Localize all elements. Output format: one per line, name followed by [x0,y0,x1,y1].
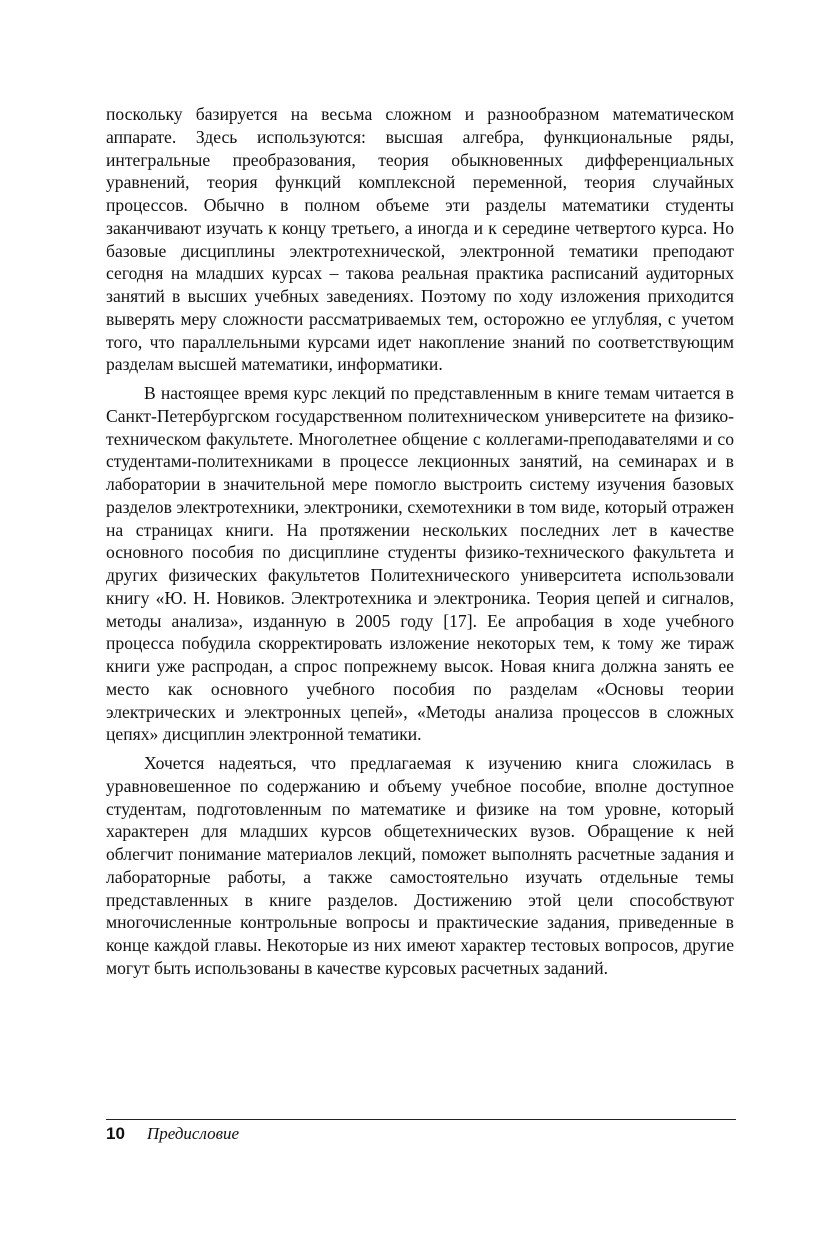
paragraph-course-history: В настоящее время курс лекций по представленным в книге темам читается в Санкт-Петербургском государственном политехническом университете на физико-техническом факультете. Многолетнее общение с коллегами-преподавателями и со студентами-политехниками в процессе лекционных занятий, на семинарах и в лаборатории в значительной мере помогло выстроить систему изучения базовых разделов электротехники, электроники, схемотехники в том виде, который отражен на страницах книги. На протяжении нескольких последних лет в качестве основного пособия по дисциплине студенты физико-технического факультета и других физических факультетов Политехнического университета использовали книгу «Ю. Н. Новиков. Электротехника и электроника. Теория цепей и сигналов, методы анализа», изданную в 2005 году [17]. Ее апробация в ходе учебного процесса побудила скорректировать изложение некоторых тем, к тому же тираж книги уже распродан, а спрос попрежнему высок. Новая книга должна занять ее место как основного учебного пособия по разделам «Основы теории электрических и электронных цепей», «Методы анализа процессов в сложных цепях» дисциплин электронной тематики. [106,383,734,745]
running-title: Предисловие [146,1124,240,1143]
page-number: 10 [106,1124,125,1143]
footer-divider [106,1119,736,1120]
page-footer [106,1124,239,1148]
paragraph-continuation: поскольку базируется на весьма сложном и разнообразном математическом аппарате. Здесь используются: высшая алгебра, функциональные ряды, интегральные преобразования, теория обыкновенных дифференциальных уравнений, теория функций комплексной переменной, теория случайных процессов. Обычно в полном объеме эти разделы математики студенты заканчивают изучать к концу третьего, а иногда и к середине четвертого курса. Но базовые дисциплины электротехнической, электронной тематики преподают сегодня на младших курсах – такова реальная практика расписаний аудиторных занятий в высших учебных заведениях. Поэтому по ходу изложения приходится выверять меру сложности рассматриваемых тем, осторожно ее углубляя, с учетом того, что параллельными курсами идет накопление знаний по соответствующим разделам высшей математики, информатики. [106,104,734,375]
body-text [106,103,734,980]
paragraph-book-purpose: Хочется надеяться, что предлагаемая к изучению книга сложилась в уравновешенное по содержанию и объему учебное пособие, вполне доступное студентам, подготовленным по математике и физике на том уровне, который характерен для младших курсов общетехнических вузов. Обращение к ней облегчит понимание материалов лекций, поможет выполнять расчетные задания и лабораторные работы, а также самостоятельно изучать отдельные темы представленных в книге разделов. Достижению этой цели способствуют многочисленные контрольные вопросы и практические задания, приведенные в конце каждой главы. Некоторые из них имеют характер тестовых вопросов, другие могут быть использованы в качестве курсовых расчетных заданий. [106,753,734,978]
